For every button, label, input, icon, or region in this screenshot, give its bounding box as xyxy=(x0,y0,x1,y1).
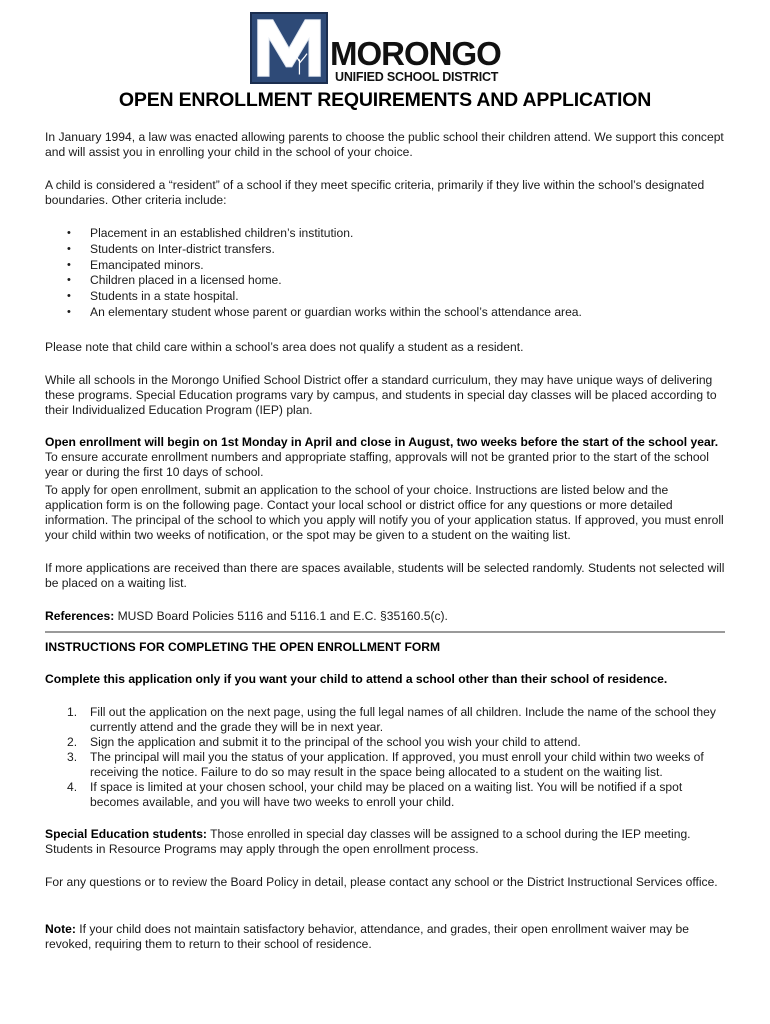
list-item: • Children placed in a licensed home. xyxy=(45,273,725,289)
references-label: References: xyxy=(45,609,115,623)
list-item: 1. Fill out the application on the next page, using the full legal names of all children. Include the name of the school they currently attend and the grade they will be in next year. xyxy=(67,705,716,734)
list-item: • Placement in an established children’s institution. xyxy=(45,226,725,242)
references-paragraph xyxy=(45,609,725,624)
logo-subtitle: UNIFIED SCHOOL DISTRICT xyxy=(335,70,499,84)
questions-paragraph: For any questions or to review the Board Policy in detail, please contact any school or the District Instructional Services office. xyxy=(45,875,718,889)
list-item: • Students in a state hospital. xyxy=(45,289,725,305)
note-text: If your child does not maintain satisfactory behavior, attendance, and grades, their open enrollment waiver may be revoked, requiring them to return to their school of residence. xyxy=(45,922,690,951)
child-care-note: Please note that child care within a school’s area does not qualify a student as a resident. xyxy=(45,340,524,354)
page-title: OPEN ENROLLMENT REQUIREMENTS AND APPLICATION xyxy=(118,89,652,111)
random-paragraph: If more applications are received than there are spaces available, students will be selected randomly. Students not selected will be placed on a waiting list. xyxy=(45,561,725,590)
sped-label: Special Education students: xyxy=(45,827,207,841)
instruction-steps xyxy=(45,705,725,810)
intro-paragraph: In January 1994, a law was enacted allowing parents to choose the public school their children attend. We support this concept and will assist you in enrolling your child in the school of your choice. xyxy=(45,130,724,159)
list-item: 3. The principal will mail you the status of your application. If approved, you must enroll your child within two weeks of receiving the notice. Failure to do so may result in the space being allocated to a student on the waiting list. xyxy=(67,750,704,779)
resident-paragraph: A child is considered a “resident” of a school if they meet specific criteria, primarily if they live within the school’s designated boundaries. Other criteria include: xyxy=(45,178,705,207)
district-logo xyxy=(250,10,520,86)
list-item: • An elementary student whose parent or guardian works within the school’s attendance area. xyxy=(45,305,725,321)
list-item: • Emancipated minors. xyxy=(45,258,725,274)
dates-bold: Open enrollment will begin on 1st Monday in April and close in August, two weeks before the start of the school year. xyxy=(45,435,719,449)
logo-wordmark: MORONGO xyxy=(330,35,501,72)
references-text: MUSD Board Policies 5116 and 5116.1 and E.C. §35160.5(c). xyxy=(114,609,448,623)
curriculum-paragraph: While all schools in the Morongo Unified School District offer a standard curriculum, they may have unique ways of delivering these programs. Special Education programs vary by campus, and students in special day classes will be placed according to their Individualized Education Program (IEP) plan. xyxy=(45,373,717,417)
dates-paragraph xyxy=(45,435,725,480)
sped-text: Those enrolled in special day classes will be assigned to a school during the IEP meeting. Students in Resource Programs may apply through the open enrollment process. xyxy=(45,827,691,856)
dates-rest: To ensure accurate enrollment numbers and appropriate staffing, approvals will not be granted prior to the start of the school year or during the first 10 days of school. xyxy=(45,450,709,479)
instructions-heading: INSTRUCTIONS FOR COMPLETING THE OPEN ENROLLMENT FORM xyxy=(45,640,441,654)
m-monogram-icon xyxy=(250,12,328,84)
criteria-list xyxy=(45,226,725,321)
list-item: 2. Sign the application and submit it to the principal of the school you wish your child to attend. xyxy=(67,735,581,749)
note-paragraph xyxy=(45,922,725,952)
apply-paragraph: To apply for open enrollment, submit an application to the school of your choice. Instructions are listed below and the application form is on the following page. Contact your local school or district office for any questions or more detailed information. The principal of the school to which you apply will notify you of your application status. If approved, you must enroll your child within two weeks of notification, or the spot may be given to a student on the waiting list. xyxy=(45,483,724,542)
list-item: • Students on Inter-district transfers. xyxy=(45,242,725,258)
list-item: 4. If space is limited at your chosen school, your child may be placed on a waiting list. You will be notified if a spot becomes available, and you will have two weeks to enroll your child. xyxy=(67,780,683,809)
note-label: Note: xyxy=(45,922,76,936)
section-divider xyxy=(45,631,725,633)
special-education-paragraph xyxy=(45,827,725,857)
complete-note: Complete this application only if you want your child to attend a school other than their school of residence. xyxy=(45,672,668,686)
